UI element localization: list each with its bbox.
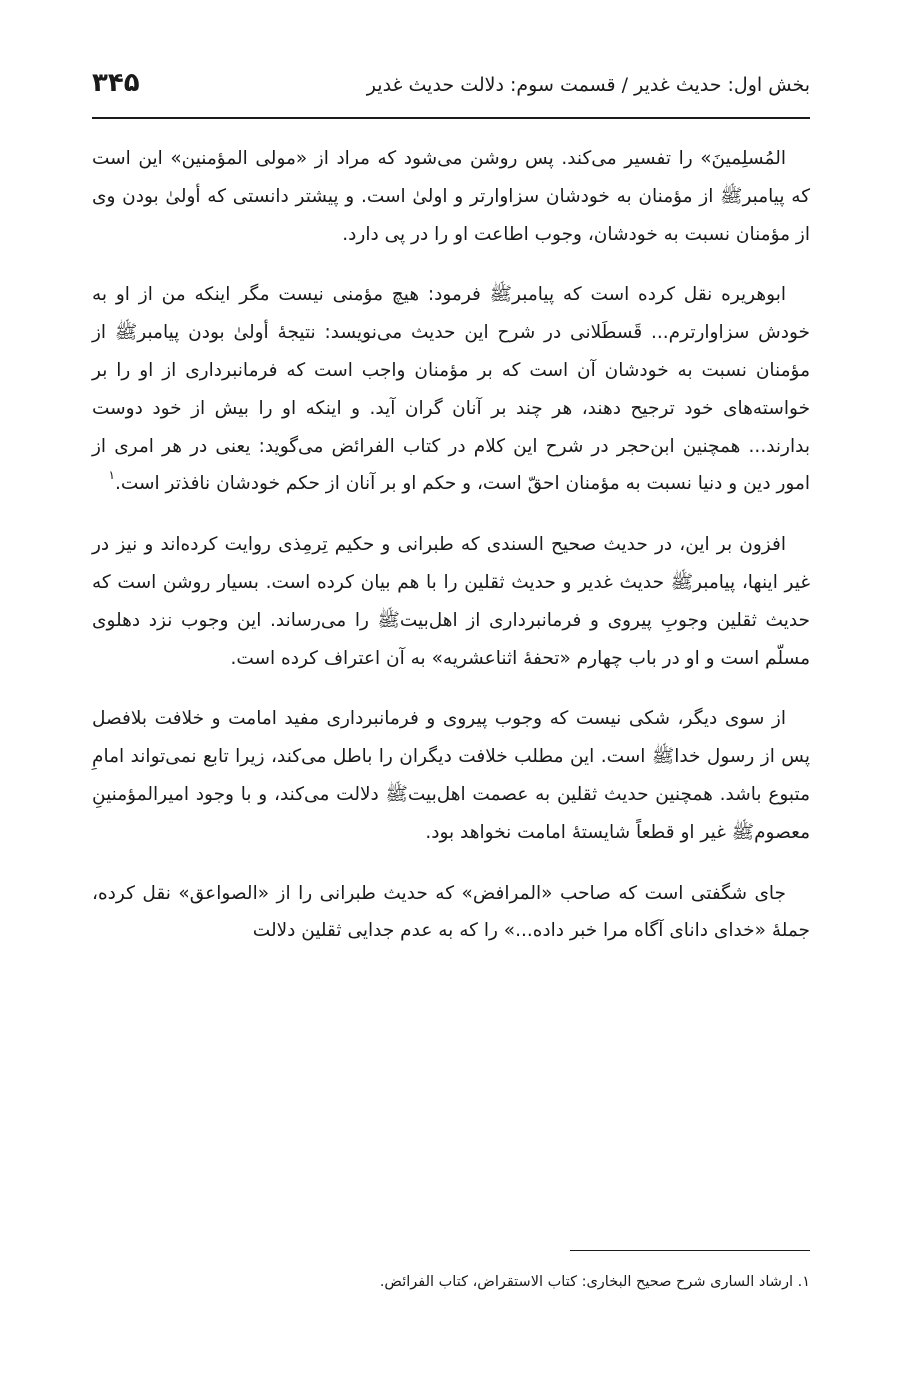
header-rule [92, 117, 810, 119]
paragraph: از سوى ديگر، شكى نيست كه وجوب پيروى و فرمانبردارى مفيد امامت و خلافت بلافصل پس از رسول خداﷺ است. اين مطلب خلافت ديگران را باطل مى‌كند، زيرا تابع نمى‌تواند امامِ متبوع باشد. همچنين حديث ثقلين به عصمت اهل‌بيتﷺ دلالت مى‌كند، و با وجود اميرالمؤمنينِ معصومﷺ غير او قطعاً شايستهٔ امامت نخواهد بود. [92, 708, 810, 843]
paragraph: جاى شگفتى است كه صاحب «المرافض» كه حديث طبرانى را از «الصواعق» نقل كرده، جملهٔ «خداى داناى آگاه مرا خبر داده...» را كه به عدم جدايى ثقلين دلالت [92, 882, 810, 942]
footnote: ۱. ارشاد السارى شرح صحيح البخارى: كتاب الاستقراض، كتاب الفرائض. [379, 1274, 810, 1290]
footnote-marker: ۱ [108, 468, 115, 483]
body-text [92, 140, 810, 950]
page-number: ۳۴۵ [92, 68, 140, 98]
paragraph: المُسلِمينَ» را تفسير مى‌كند. پس روشن مى‌شود كه مراد از «مولى المؤمنين» اين است كه پيامبرﷺ از مؤمنان به خودشان سزاوارتر و اولىٰ است. و پيشتر دانستى كه أولىٰ بودن وى از مؤمنان نسبت به خودشان، وجوب اطاعت او را در پى دارد. [92, 148, 810, 245]
paragraph-text: ابوهريره نقل كرده است كه پيامبرﷺ فرمود: هيچ مؤمنى نيست مگر اينكه من از او به خودش سزاوارترم... قَسطَلانى در شرح اين حديث مى‌نويسد: نتيجهٔ أولىٰ بودن پيامبرﷺ از مؤمنان نسبت به خودشان آن است كه بر مؤمنان واجب است كه فرمانبردارى از او را بر خواسته‌هاى خود ترجيح دهند، هر چند بر آنان گران آيد. و اينكه او را بيش از خود دوست بدارند... همچنين ابن‌حجر در شرح اين كلام در كتاب الفرائض مى‌گويد: يعنى در هر امرى از امور دين و دنيا نسبت به مؤمنان احقّ است، و حكم او بر آنان از حكم خودشان نافذتر است. [92, 284, 810, 495]
paragraph: افزون بر اين، در حديث صحيح السندى كه طبرانى و حكيم تِرمِذى روايت كرده‌اند و نيز در غير اينها، پيامبرﷺ حديث غدير و حديث ثقلين را با هم بيان كرده است. بسيار روشن است كه حديث ثقلين وجوبِ پيروى و فرمانبردارى از اهل‌بيتﷺ را مى‌رساند. اين وجوب نزد دهلوى مسلّم است و او در باب چهارم «تحفهٔ اثناعشريه» به آن اعتراف كرده است. [92, 534, 810, 669]
running-title: بخش اول: حديث غدير / قسمت سوم: دلالت حديث غدير [366, 74, 810, 96]
page-header [92, 66, 810, 116]
paragraph [92, 276, 810, 503]
footnote-rule [570, 1250, 810, 1251]
